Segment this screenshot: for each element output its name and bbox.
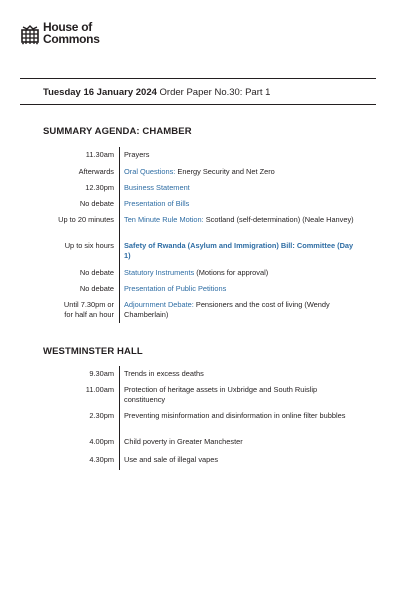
chamber-time-divider xyxy=(119,147,120,323)
chamber-heading: SUMMARY AGENDA: CHAMBER xyxy=(43,126,192,137)
agenda-item-public-petitions xyxy=(124,284,360,294)
header-bottom-rule xyxy=(20,104,376,105)
agenda-time: Up to 20 minutes xyxy=(58,215,114,224)
agenda-item-ten-minute-rule: Ten Minute Rule Motion: Scotland (self-determination) (Neale Hanvey) xyxy=(124,215,354,224)
agenda-item-presentation-of-bills xyxy=(124,199,360,209)
wh-debate-title: Preventing misinformation and disinformation in online filter bubbles xyxy=(124,411,346,420)
agenda-time: 11.30am xyxy=(85,150,114,159)
westminster-hall-heading: WESTMINSTER HALL xyxy=(43,346,143,357)
agenda-item-business-statement xyxy=(124,183,360,193)
adjournment-debate-link[interactable]: Adjournment Debate: xyxy=(124,300,194,309)
presentation-of-bills-link[interactable]: Presentation of Bills xyxy=(124,199,190,208)
agenda-time: No debate xyxy=(79,284,114,293)
agenda-time: 2.30pm xyxy=(89,411,114,420)
agenda-time: 4.30pm xyxy=(89,455,114,464)
paper-number: Order Paper No.30: Part 1 xyxy=(159,87,271,98)
agenda-time: 12.30pm xyxy=(85,183,114,192)
ten-minute-rule-link[interactable]: Ten Minute Rule Motion: xyxy=(124,215,204,224)
logo-line-2: Commons xyxy=(43,31,100,46)
wh-debate-title: Trends in excess deaths xyxy=(124,369,204,378)
wh-debate-title: Child poverty in Greater Manchester xyxy=(124,437,243,446)
logo-wordmark xyxy=(43,22,100,45)
westminster-time-divider xyxy=(119,366,120,470)
agenda-time: 4.00pm xyxy=(89,437,114,446)
statutory-instruments-link[interactable]: Statutory Instruments xyxy=(124,268,195,277)
agenda-time: No debate xyxy=(79,199,114,208)
portcullis-icon xyxy=(20,24,40,45)
agenda-time: No debate xyxy=(79,268,114,277)
header-top-rule xyxy=(20,78,376,79)
agenda-item-rwanda-bill xyxy=(124,241,360,261)
agenda-time: 11.00am xyxy=(85,385,114,394)
order-paper-title xyxy=(43,87,270,98)
wh-debate-title: Protection of heritage assets in Uxbridge and South Ruislip constituency xyxy=(124,385,318,404)
business-statement-link[interactable]: Business Statement xyxy=(124,183,190,192)
agenda-time: Afterwards xyxy=(78,167,114,176)
agenda-item-statutory-instruments: Statutory Instruments (Motions for approval) xyxy=(124,268,269,277)
agenda-item-adjournment-debate: Adjournment Debate: Pensioners and the cost of living (Wendy Chamberlain) xyxy=(124,300,330,319)
paper-date: Tuesday 16 January 2024 xyxy=(43,87,157,98)
agenda-time: Up to six hours xyxy=(64,241,114,250)
agenda-time: 9.30am xyxy=(89,369,114,378)
agenda-time: Until 7.30pm or for half an hour xyxy=(63,300,114,319)
logo-line-1: House of xyxy=(43,20,92,34)
agenda-item-oral-questions: Oral Questions: Energy Security and Net Zero xyxy=(124,167,275,176)
wh-debate-title: Use and sale of illegal vapes xyxy=(124,455,219,464)
house-of-commons-logo[interactable] xyxy=(20,20,100,46)
public-petitions-link[interactable]: Presentation of Public Petitions xyxy=(124,284,227,293)
rwanda-bill-link[interactable]: Safety of Rwanda (Asylum and Immigration) Bill: Committee (Day 1) xyxy=(124,241,354,260)
oral-questions-link[interactable]: Oral Questions: xyxy=(124,167,176,176)
agenda-item-prayers: Prayers xyxy=(124,150,150,159)
